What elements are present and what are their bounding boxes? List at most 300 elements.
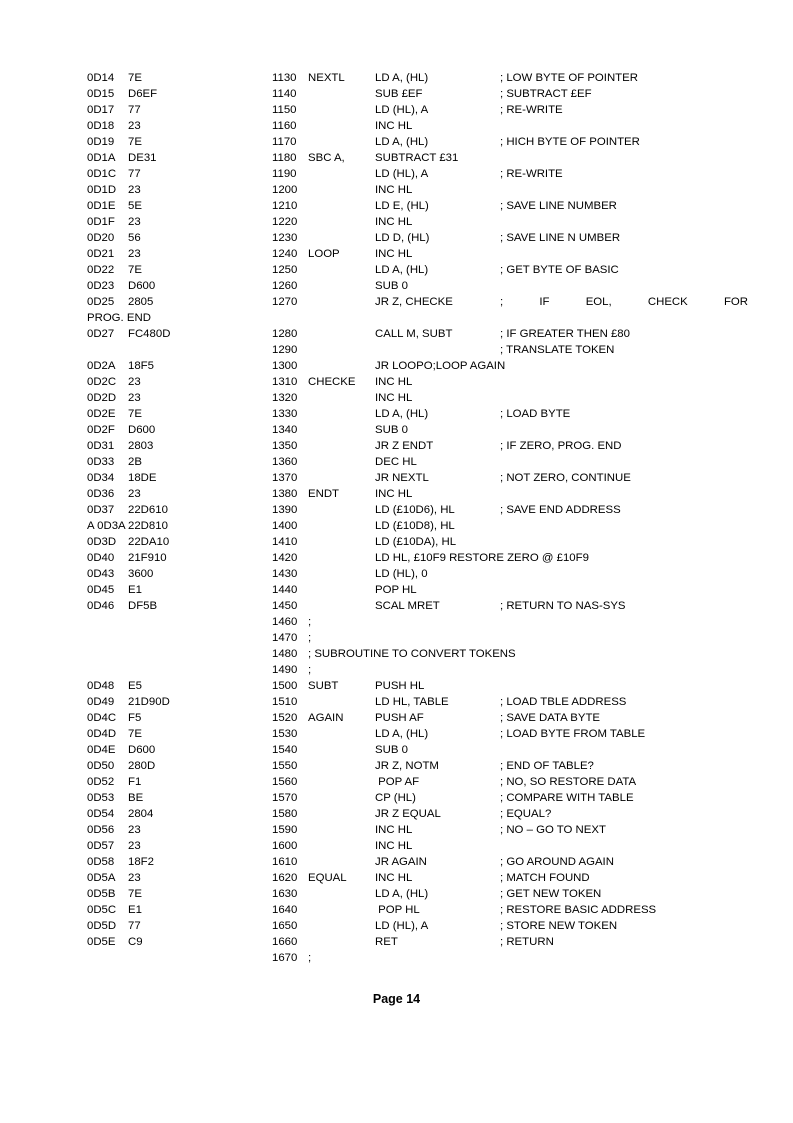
line-number-cell: 1170 (272, 136, 297, 148)
hex-bytes-cell: D600 (128, 424, 156, 436)
comment-cell: ; RETURN (500, 936, 554, 948)
mnemonic-cell: LD A, (HL) (375, 728, 429, 740)
hex-bytes-cell: 3600 (128, 568, 154, 580)
mnemonic-cell: LD (£10D8), HL (375, 520, 455, 532)
comment-cell: ; HICH BYTE OF POINTER (500, 136, 640, 148)
listing-row (87, 614, 707, 630)
address-cell: 0D5B (87, 888, 116, 900)
mnemonic-cell: LD D, (HL) (375, 232, 430, 244)
hex-bytes-cell: D6EF (128, 88, 158, 100)
comment-cell: ; SUBTRACT £EF (500, 88, 592, 100)
listing-row (87, 742, 707, 758)
address-cell: 0D40 (87, 552, 115, 564)
listing-row (87, 502, 707, 518)
mnemonic-cell: INC HL (375, 248, 413, 260)
hex-bytes-cell: 2805 (128, 296, 154, 308)
line-number-cell: 1570 (272, 792, 298, 804)
mnemonic-cell: PUSH AF (375, 712, 424, 724)
listing-row (87, 342, 707, 358)
line-number-cell: 1610 (272, 856, 298, 868)
mnemonic-cell: SUB £EF (375, 88, 423, 100)
page-footer (0, 992, 793, 1006)
mnemonic-cell: SUB 0 (375, 424, 408, 436)
line-number-cell: 1510 (272, 696, 298, 708)
label-cell: SBC A, (308, 152, 345, 164)
hex-bytes-cell: 23 (128, 488, 141, 500)
hex-bytes-cell: 280D (128, 760, 156, 772)
comment-cell: ; STORE NEW TOKEN (500, 920, 618, 932)
line-number-cell: 1470 (272, 632, 298, 644)
mnemonic-cell: LD (HL), A (375, 920, 429, 932)
listing-row (87, 86, 707, 102)
mnemonic-cell: DEC HL (375, 456, 417, 468)
line-number-cell: 1490 (272, 664, 298, 676)
address-cell: 0D34 (87, 472, 115, 484)
mnemonic-cell: LD A, (HL) (375, 264, 429, 276)
mnemonic-cell: RET (375, 936, 398, 948)
line-number-cell: 1330 (272, 408, 298, 420)
label-cell: NEXTL (308, 72, 345, 84)
mnemonic-cell: JR Z, CHECKE (375, 296, 453, 308)
mnemonic-cell: JR Z EQUAL (375, 808, 441, 820)
listing-row (87, 70, 707, 86)
address-cell: 0D3D (87, 536, 117, 548)
mnemonic-cell: LD A, (HL) (375, 888, 429, 900)
comment-cell: ; RE-WRITE (500, 168, 563, 180)
comment-cell: ; RETURN TO NAS-SYS (500, 600, 626, 612)
mnemonic-cell: LD (HL), A (375, 104, 429, 116)
line-number-cell: 1420 (272, 552, 298, 564)
comment-cell: ; NO – GO TO NEXT (500, 824, 606, 836)
hex-bytes-cell: DE31 (128, 152, 157, 164)
line-number-cell: 1430 (272, 568, 298, 580)
comment-cell: ; SAVE DATA BYTE (500, 712, 601, 724)
address-cell: 0D31 (87, 440, 115, 452)
listing-row (87, 198, 707, 214)
listing-row (87, 598, 707, 614)
listing-row (87, 214, 707, 230)
address-cell: 0D22 (87, 264, 115, 276)
hex-bytes-cell: F1 (128, 776, 142, 788)
mnemonic-cell: LD A, (HL) (375, 408, 429, 420)
listing-row (87, 182, 707, 198)
address-cell: 0D37 (87, 504, 115, 516)
line-number-cell: 1400 (272, 520, 298, 532)
listing-row (87, 902, 707, 918)
label-cell: SUBT (308, 680, 339, 692)
hex-bytes-cell: E5 (128, 680, 142, 692)
line-number-cell: 1560 (272, 776, 298, 788)
listing-row (87, 710, 707, 726)
listing-row (87, 326, 707, 342)
hex-bytes-cell: 23 (128, 216, 141, 228)
comment-cell: ; EQUAL? (500, 808, 552, 820)
listing-row (87, 102, 707, 118)
mnemonic-cell: INC HL (375, 840, 413, 852)
hex-bytes-cell: D600 (128, 280, 156, 292)
line-number-cell: 1220 (272, 216, 298, 228)
line-number-cell: 1320 (272, 392, 298, 404)
listing-row (87, 390, 707, 406)
hex-bytes-cell: 2803 (128, 440, 154, 452)
hex-bytes-cell: 22D610 (128, 504, 168, 516)
listing-row (87, 758, 707, 774)
address-cell: 0D1D (87, 184, 117, 196)
address-cell: 0D1A (87, 152, 116, 164)
line-number-cell: 1140 (272, 88, 297, 100)
hex-bytes-cell: 21D90D (128, 696, 170, 708)
mnemonic-cell: CALL M, SUBT (375, 328, 453, 340)
hex-bytes-cell: C9 (128, 936, 143, 948)
listing-row (87, 230, 707, 246)
listing-row (87, 870, 707, 886)
mnemonic-cell: LD HL, TABLE (375, 696, 449, 708)
hex-bytes-cell: 23 (128, 840, 141, 852)
hex-bytes-cell: 77 (128, 168, 141, 180)
mnemonic-cell: INC HL (375, 184, 413, 196)
line-number-cell: 1160 (272, 120, 297, 132)
hex-bytes-cell: BE (128, 792, 144, 804)
line-number-cell: 1660 (272, 936, 298, 948)
address-cell: 0D1F (87, 216, 115, 228)
hex-bytes-cell: 22D810 (128, 520, 168, 532)
listing-row-continuation (87, 310, 707, 326)
comment-cell: ; LOAD BYTE (500, 408, 571, 420)
listing-row (87, 774, 707, 790)
line-number-cell: 1340 (272, 424, 298, 436)
line-number-cell: 1410 (272, 536, 298, 548)
comment-continuation: PROG. END (87, 312, 151, 324)
listing-row (87, 246, 707, 262)
line-number-cell: 1350 (272, 440, 298, 452)
line-number-cell: 1550 (272, 760, 298, 772)
listing-row (87, 806, 707, 822)
hex-bytes-cell: 7E (128, 408, 142, 420)
mnemonic-cell: INC HL (375, 392, 413, 404)
mnemonic-cell: JR NEXTL (375, 472, 429, 484)
listing-row (87, 854, 707, 870)
page-number-label: Page 14 (372, 992, 421, 1006)
address-cell: 0D18 (87, 120, 115, 132)
hex-bytes-cell: 18F2 (128, 856, 154, 868)
listing-row (87, 278, 707, 294)
hex-bytes-cell: DF5B (128, 600, 158, 612)
address-cell: 0D57 (87, 840, 115, 852)
label-cell: AGAIN (308, 712, 344, 724)
comment-cell: ; LOAD BYTE FROM TABLE (500, 728, 646, 740)
line-number-cell: 1380 (272, 488, 298, 500)
line-number-cell: 1630 (272, 888, 298, 900)
address-cell: 0D46 (87, 600, 115, 612)
line-number-cell: 1290 (272, 344, 298, 356)
address-cell: 0D17 (87, 104, 115, 116)
line-number-cell: 1300 (272, 360, 298, 372)
label-cell: ENDT (308, 488, 340, 500)
line-number-cell: 1450 (272, 600, 298, 612)
hex-bytes-cell: 7E (128, 72, 142, 84)
listing-row (87, 118, 707, 134)
mnemonic-cell: POP HL (375, 904, 420, 916)
address-cell: 0D33 (87, 456, 115, 468)
line-number-cell: 1200 (272, 184, 298, 196)
mnemonic-cell: JR Z ENDT (375, 440, 434, 452)
address-cell: 0D1E (87, 200, 116, 212)
listing-row (87, 454, 707, 470)
full-line-comment-cell: ; SUBROUTINE TO CONVERT TOKENS (308, 648, 516, 660)
comment-cell: ; LOW BYTE OF POINTER (500, 72, 638, 84)
comment-cell: ; NO, SO RESTORE DATA (500, 776, 637, 788)
line-number-cell: 1240 (272, 248, 298, 260)
line-number-cell: 1390 (272, 504, 298, 516)
listing-row (87, 262, 707, 278)
hex-bytes-cell: 23 (128, 872, 141, 884)
listing-row (87, 550, 707, 566)
hex-bytes-cell: 5E (128, 200, 142, 212)
listing-row (87, 726, 707, 742)
address-cell: 0D49 (87, 696, 115, 708)
line-number-cell: 1650 (272, 920, 298, 932)
mnemonic-cell: SUBTRACT £31 (375, 152, 459, 164)
comment-cell: ; GET NEW TOKEN (500, 888, 602, 900)
hex-bytes-cell: D600 (128, 744, 156, 756)
address-cell: 0D27 (87, 328, 115, 340)
address-cell: 0D58 (87, 856, 115, 868)
full-line-comment-cell: ; (308, 952, 312, 964)
listing-row (87, 406, 707, 422)
hex-bytes-cell: 77 (128, 920, 141, 932)
address-cell: 0D25 (87, 296, 115, 308)
listing-row (87, 486, 707, 502)
comment-cell: ; RESTORE BASIC ADDRESS (500, 904, 657, 916)
mnemonic-cell: LD (HL), 0 (375, 568, 428, 580)
address-cell: 0D56 (87, 824, 115, 836)
mnemonic-cell: LD A, (HL) (375, 72, 429, 84)
mnemonic-cell: SUB 0 (375, 744, 408, 756)
line-number-cell: 1460 (272, 616, 298, 628)
line-number-cell: 1640 (272, 904, 298, 916)
address-cell: 0D36 (87, 488, 115, 500)
line-number-cell: 1250 (272, 264, 298, 276)
mnemonic-cell: LD (£10D6), HL (375, 504, 455, 516)
address-cell: 0D2C (87, 376, 117, 388)
hex-bytes-cell: 23 (128, 376, 141, 388)
comment-cell: ; IF ZERO, PROG. END (500, 440, 622, 452)
hex-bytes-cell: 18DE (128, 472, 157, 484)
mnemonic-cell: INC HL (375, 488, 413, 500)
comment-cell: ; SAVE LINE N UMBER (500, 232, 621, 244)
listing-row (87, 790, 707, 806)
hex-bytes-cell: 23 (128, 184, 141, 196)
listing-row (87, 422, 707, 438)
listing-row (87, 678, 707, 694)
address-cell: 0D2A (87, 360, 116, 372)
line-number-cell: 1230 (272, 232, 298, 244)
hex-bytes-cell: 56 (128, 232, 141, 244)
line-number-cell: 1600 (272, 840, 298, 852)
comment-cell: ; NOT ZERO, CONTINUE (500, 472, 631, 484)
comment-cell: ; LOAD TBLE ADDRESS (500, 696, 627, 708)
line-number-cell: 1360 (272, 456, 298, 468)
line-number-cell: 1150 (272, 104, 297, 116)
mnemonic-cell: SCAL MRET (375, 600, 440, 612)
listing-row (87, 838, 707, 854)
label-cell: LOOP (308, 248, 340, 260)
assembly-listing (87, 70, 748, 966)
listing-row (87, 822, 707, 838)
hex-bytes-cell: 7E (128, 136, 142, 148)
listing-row (87, 662, 707, 678)
line-number-cell: 1370 (272, 472, 298, 484)
comment-cell: ; RE-WRITE (500, 104, 563, 116)
line-number-cell: 1270 (272, 296, 298, 308)
address-cell: 0D4D (87, 728, 117, 740)
hex-bytes-cell: 21F910 (128, 552, 167, 564)
mnemonic-cell: LD (£10DA), HL (375, 536, 457, 548)
listing-row (87, 518, 707, 534)
address-cell: 0D21 (87, 248, 115, 260)
label-cell: CHECKE (308, 376, 356, 388)
line-number-cell: 1670 (272, 952, 298, 964)
listing-row (87, 582, 707, 598)
line-number-cell: 1480 (272, 648, 298, 660)
listing-row (87, 918, 707, 934)
hex-bytes-cell: F5 (128, 712, 142, 724)
listing-row (87, 374, 707, 390)
listing-row (87, 438, 707, 454)
address-cell: 0D19 (87, 136, 115, 148)
listing-row (87, 630, 707, 646)
listing-row (87, 934, 707, 950)
address-cell: 0D4E (87, 744, 116, 756)
label-cell: EQUAL (308, 872, 347, 884)
line-number-cell: 1520 (272, 712, 298, 724)
address-cell: 0D23 (87, 280, 115, 292)
mnemonic-cell: JR Z, NOTM (375, 760, 439, 772)
address-cell: 0D1C (87, 168, 117, 180)
listing-row (87, 134, 707, 150)
listing-row (87, 566, 707, 582)
listing-row (87, 150, 707, 166)
address-cell: 0D5A (87, 872, 116, 884)
listing-row (87, 950, 707, 966)
hex-bytes-cell: E1 (128, 584, 142, 596)
mnemonic-cell: INC HL (375, 824, 413, 836)
mnemonic-cell: LD (HL), A (375, 168, 429, 180)
mnemonic-cell: SUB 0 (375, 280, 408, 292)
listing-row (87, 294, 748, 310)
comment-cell: ; GET BYTE OF BASIC (500, 264, 619, 276)
address-cell: 0D20 (87, 232, 115, 244)
hex-bytes-cell: 22DA10 (128, 536, 170, 548)
mnemonic-cell: JR AGAIN (375, 856, 427, 868)
mnemonic-cell: LD E, (HL) (375, 200, 429, 212)
comment-cell: ; IF GREATER THEN £80 (500, 328, 630, 340)
mnemonic-cell: PUSH HL (375, 680, 425, 692)
mnemonic-cell: LD HL, £10F9 RESTORE ZERO @ £10F9 (375, 552, 589, 564)
address-cell: 0D15 (87, 88, 115, 100)
address-cell: 0D4C (87, 712, 117, 724)
line-number-cell: 1590 (272, 824, 298, 836)
comment-cell: ; SAVE LINE NUMBER (500, 200, 617, 212)
hex-bytes-cell: 18F5 (128, 360, 154, 372)
line-number-cell: 1540 (272, 744, 298, 756)
hex-bytes-cell: 23 (128, 120, 141, 132)
address-cell: 0D43 (87, 568, 115, 580)
listing-row (87, 886, 707, 902)
address-cell: 0D5D (87, 920, 117, 932)
line-number-cell: 1260 (272, 280, 298, 292)
mnemonic-cell: INC HL (375, 120, 413, 132)
listing-row (87, 646, 707, 662)
address-cell: 0D48 (87, 680, 115, 692)
comment-cell: ; TRANSLATE TOKEN (500, 344, 615, 356)
hex-bytes-cell: 7E (128, 264, 142, 276)
address-cell: 0D2F (87, 424, 115, 436)
comment-cell: ; GO AROUND AGAIN (500, 856, 614, 868)
line-number-cell: 1190 (272, 168, 297, 180)
hex-bytes-cell: 2B (128, 456, 142, 468)
address-cell: 0D2D (87, 392, 117, 404)
line-number-cell: 1180 (272, 152, 297, 164)
hex-bytes-cell: 7E (128, 888, 142, 900)
full-line-comment-cell: ; (308, 632, 312, 644)
hex-bytes-cell: 23 (128, 248, 141, 260)
line-number-cell: 1210 (272, 200, 298, 212)
mnemonic-cell: INC HL (375, 376, 413, 388)
line-number-cell: 1500 (272, 680, 298, 692)
mnemonic-cell: JR LOOPO;LOOP AGAIN (375, 360, 506, 372)
listing-row (87, 694, 707, 710)
listing-row (87, 166, 707, 182)
listing-row (87, 358, 707, 374)
line-number-cell: 1310 (272, 376, 298, 388)
comment-cell: ; IF EOL, CHECK FOR (500, 296, 748, 308)
hex-bytes-cell: 23 (128, 392, 141, 404)
hex-bytes-cell: FC480D (128, 328, 171, 340)
full-line-comment-cell: ; (308, 664, 312, 676)
line-number-cell: 1620 (272, 872, 298, 884)
mnemonic-cell: INC HL (375, 872, 413, 884)
line-number-cell: 1280 (272, 328, 298, 340)
hex-bytes-cell: 7E (128, 728, 142, 740)
line-number-cell: 1580 (272, 808, 298, 820)
line-number-cell: 1530 (272, 728, 298, 740)
line-number-cell: 1130 (272, 72, 297, 84)
address-cell: 0D2E (87, 408, 116, 420)
listing-row (87, 470, 707, 486)
mnemonic-cell: POP AF (375, 776, 420, 788)
address-cell: 0D53 (87, 792, 115, 804)
mnemonic-cell: POP HL (375, 584, 417, 596)
address-cell: 0D14 (87, 72, 115, 84)
address-cell: 0D5C (87, 904, 117, 916)
address-cell: A 0D3A (87, 520, 126, 532)
comment-cell: ; MATCH FOUND (500, 872, 590, 884)
address-cell: 0D45 (87, 584, 115, 596)
comment-cell: ; COMPARE WITH TABLE (500, 792, 634, 804)
comment-cell: ; END OF TABLE? (500, 760, 594, 772)
mnemonic-cell: LD A, (HL) (375, 136, 429, 148)
address-cell: 0D52 (87, 776, 115, 788)
line-number-cell: 1440 (272, 584, 298, 596)
address-cell: 0D50 (87, 760, 115, 772)
address-cell: 0D5E (87, 936, 116, 948)
hex-bytes-cell: E1 (128, 904, 142, 916)
address-cell: 0D54 (87, 808, 115, 820)
mnemonic-cell: INC HL (375, 216, 413, 228)
hex-bytes-cell: 23 (128, 824, 141, 836)
listing-row (87, 534, 707, 550)
